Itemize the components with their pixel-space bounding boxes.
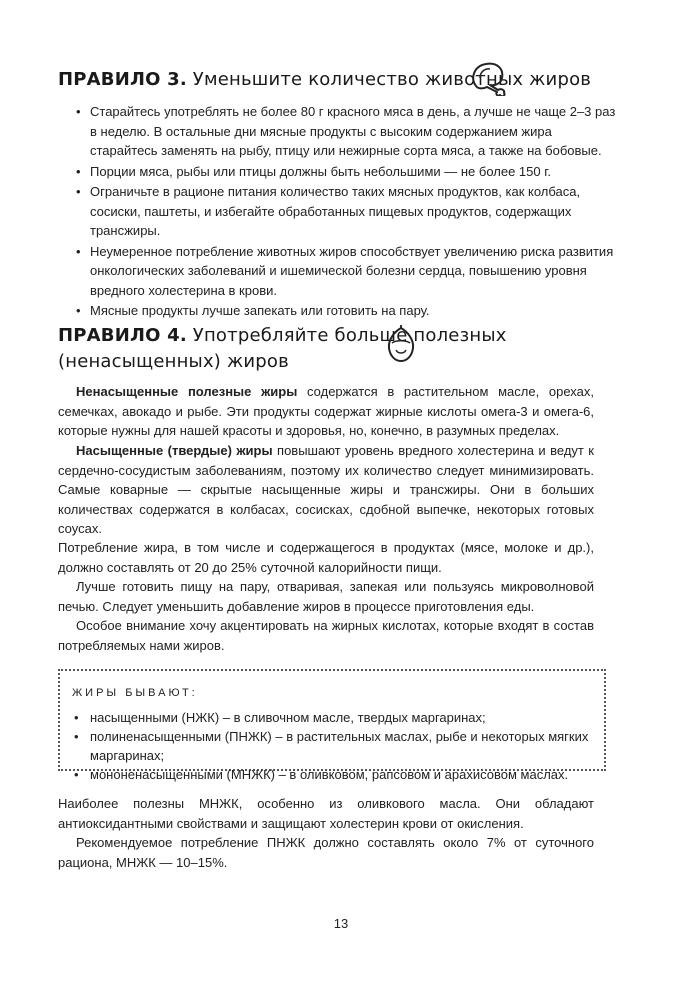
list-item: • Мясные продукты лучше запекать или готовить на пару.: [58, 301, 618, 321]
term-unsaturated: Ненасыщенные полезные жиры: [76, 384, 298, 399]
paragraph-fatty-acids: Особое внимание хочу акцентировать на жирных кислотах, которые входят в состав потребляемых нами жиров.: [58, 618, 594, 653]
list-item: • Старайтесь употреблять не более 80 г красного мяса в день, а лучше не чаще 2–3 раз в неделю. В остальные дни мясные продукты с высоким содержанием жира старайтесь заменять на рыбу, птицу или нежирные сорта мяса, а также на бобовые.: [58, 102, 618, 161]
paragraph-text: содержатся в растительном масле, орехах, семечках, авокадо и рыбе. Эти продукты содержат жирные кислоты омега-3 и омега-6, которые нужны для нашей красоты и здоровья, но, конечно, в разумных пределах.: [58, 384, 594, 438]
fat-types-box: [58, 669, 606, 782]
paragraph-unsaturated: [58, 382, 594, 441]
list-item: • Ограничьте в рационе питания количество таких мясных продуктов, как колбаса, сосиски, паштеты, и избегайте обработанных пищевых продуктов, содержащих трансжиры.: [58, 182, 618, 241]
rule3-title: Уменьшите количество животных жиров: [192, 69, 592, 90]
list-item: • Неумеренное потребление животных жиров способствует увеличению риска развития онкологических заболеваний и ишемической болезни сердца, повышению уровня вредного холестерина в крови.: [58, 242, 618, 301]
list-item: • мононенасыщенными (МНЖК) – в оливковом, рапсовом и арахисовом маслах.: [60, 765, 600, 784]
term-saturated: Насыщенные (твердые) жиры: [76, 443, 273, 458]
hazelnut-icon: [384, 324, 418, 364]
paragraph-recommended: Рекомендуемое потребление ПНЖК должно составлять около 7% от суточного рациона, МНЖК — 10–15%.: [58, 835, 594, 870]
list-item: • Порции мяса, рыбы или птицы должны быть небольшими — не более 150 г.: [58, 162, 618, 182]
rule3-list: [58, 102, 618, 322]
rule4-number: ПРАВИЛО 4.: [58, 325, 187, 346]
rule4-title-line1: Употребляйте больше полезных: [192, 325, 507, 346]
rule4-heading-line2: [58, 350, 289, 374]
list-item: • насыщенными (НЖК) – в сливочном масле, твердых маргаринах;: [60, 708, 600, 727]
paragraph-fat-intake: Потребление жира, в том числе и содержащегося в продуктах (мясе, молоке и др.), должно составлять от 20 до 25% суточной калорийности пищи.: [58, 540, 594, 575]
paragraph-mufa: Наиболее полезны МНЖК, особенно из оливкового масла. Они обладают антиоксидантными свойствами и защищают холестерин крови от окисления.: [58, 796, 594, 831]
page-number: 13: [333, 916, 349, 931]
paragraph-saturated: [58, 441, 594, 539]
paragraph-text: повышают уровень вредного холестерина и ведут к сердечно-сосудистым заболеваниям, поэтому их количество следует минимизировать. Самые коварные — скрытые насыщенные жиры и трансжиры. Они в больших количествах содержатся в колбасах, сосисках, сдобной выпечке, некоторых готовых соусах.: [58, 443, 594, 536]
rule3-number: ПРАВИЛО 3.: [58, 69, 187, 90]
drumstick-icon: [468, 56, 514, 96]
rule4-heading: [58, 324, 507, 348]
paragraph-cooking: Лучше готовить пищу на пару, отваривая, запекая или пользуясь микроволновой печью. Следует уменьшить добавление жиров в процессе приготовления еды.: [58, 579, 594, 614]
box-title: ЖИРЫ БЫВАЮТ:: [72, 687, 198, 699]
rule4-title-line2: (ненасыщенных) жиров: [58, 351, 289, 372]
list-item: • полиненасыщенными (ПНЖК) – в растительных маслах, рыбе и некоторых мягких маргаринах;: [60, 727, 600, 765]
fat-types-list: [60, 708, 600, 784]
